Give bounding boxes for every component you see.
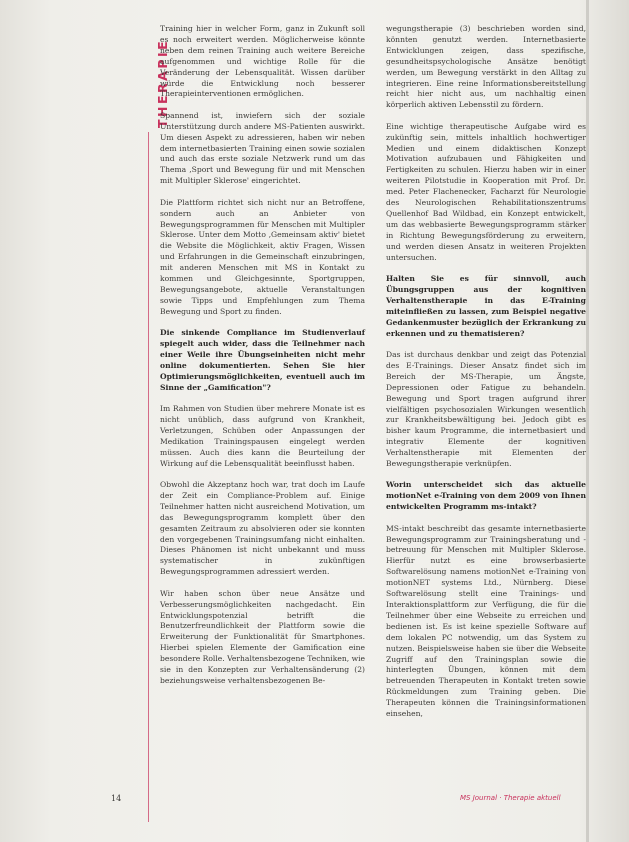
body-paragraph: Spannend ist, inwiefern sich der soziale Unterstützung durch andere MS-Patienten auswirkt. Um diesen Aspekt zu adressieren, haben wir neben dem internetbasierten Training einen sowie sozialen und auch das erste soziale Netzwerk rund um das Thema ‚Sport und Bewegung für und mit Menschen mit Multipler Sklerose' eingerichtet. [160,110,365,186]
body-paragraph: Obwohl die Akzeptanz hoch war, trat doch im Laufe der Zeit ein Compliance-Problem auf. Einige Teilnehmer hatten nicht ausreichend Motivation, um das Bewegungsprogramm komplett über den gesamten Zeitraum zu absolvieren oder sie konnten den vorgegebenen Trainingsumfang nicht einhalten. Dieses Phänomen ist nicht unbekannt und muss systematischer in zukünftigen Bewegungsprogrammen adressiert werden. [160,480,365,577]
footer-brand: MS Journal · Therapie aktuell [460,794,561,802]
right-text-column [386,24,586,730]
body-paragraph: wegungstherapie (3) beschrieben worden sind, könnten genutzt werden. Internetbasierte Entwicklungen zeigen, dass spezifische, gesundheitspsychologische Ansätze benötigt werden, um Bewegung verstärkt in den Alltag zu integrieren. Eine reine Informationsbereitstellung reicht hier nicht aus, um nachhaltig einen körperlich aktiven Lebensstil zu fördern. [386,24,586,110]
left-text-column [160,24,365,697]
body-paragraph: Wir haben schon über neue Ansätze und Verbesserungsmöglichkeiten nachgedacht. Ein Entwicklungspotenzial betrifft die Benutzerfreundlichkeit der Plattform sowie die Erweiterung der Funktionalität für Smartphones. Hierbei spielen Elemente der Gamification eine besondere Rolle. Verhaltensbezogene Techniken, wie sie in den Konzepten zur Verhaltensänderung (2) beziehungsweise verhaltensbezogenen Be- [160,588,365,685]
body-paragraph: MS-intakt beschreibt das gesamte internetbasierte Bewegungsprogramm zur Trainingsberatung und -betreuung für Menschen mit Multipler Sklerose. Hierfür nutzt es eine browserbasierte Softwarelösung namens motionNet e-Training von motionNET systems Ltd., Nürnberg. Diese Softwarelösung stellt eine Trainings- und Interaktionsplattform zur Verfügung, die für die Teilnehmer über eine Webseite zu erreichen und bedienen ist. Es ist keine spezielle Software auf dem lokalen PC notwendig, um das System zu nutzen. Beispielsweise haben sie über die Webseite Zugriff auf den Trainingsplan sowie die hinterlegten Übungen, können mit dem betreuenden Therapeuten in Kontakt treten sowie Rückmeldungen zum Training geben. Die Therapeuten können die Trainingsinformationen einsehen, [386,523,586,719]
interview-question: Worin unterscheidet sich das aktuelle motionNet e-Training von dem 2009 von Ihnen entwickelten Programm ms-intakt? [386,480,586,512]
body-paragraph: Training hier in welcher Form, ganz in Zukunft soll es noch erweitert werden. Möglicherweise könnte neben dem reinen Training auch weitere Bereiche aufgenommen und wichtige Rolle für die Veränderung der Lebensqualität. Wissen darüber würde die Entwicklung noch besserer Therapieinterventionen ermöglichen. [160,24,365,99]
interview-question: Die sinkende Compliance im Studienverlauf spiegelt auch wider, dass die Teilnehmer nach einer Weile ihre Übungseinheiten nicht mehr online dokumentierten. Sehen Sie hier Optimierungsmöglichkeiten, eventuell auch im Sinne der „Gamification"? [160,328,365,392]
section-label: THERAPIE [155,38,170,128]
body-paragraph: Das ist durchaus denkbar und zeigt das Potenzial des E-Trainings. Dieser Ansatz findet sich im Bereich der MS-Therapie, um Ängste, Depressionen oder Fatigue zu behandeln. Bewegung und Sport tragen aufgrund ihrer vielfältigen psychosozialen Wirkungen wesentlich zur Krankheitsbewältigung bei. Jedoch gibt es bisher kaum Programme, die internetbasiert und integrativ Elemente der kognitiven Verhaltenstherapie mit Elementen der Bewegungstherapie verknüpfen. [386,349,586,469]
interview-question: Halten Sie es für sinnvoll, auch Übungsgruppen aus der kognitiven Verhaltenstherapie in das E-Training miteinfließen zu lassen, zum Beispiel negative Gedankenmuster bezüglich der Erkrankung zu erkennen und zu thematisieren? [386,274,586,338]
page-crease [586,0,589,842]
body-paragraph: Im Rahmen von Studien über mehrere Monate ist es nicht unüblich, dass aufgrund von Krankheit, Verletzungen, Schüben oder Anpassungen der Medikation Trainingspausen eingelegt werden müssen. Auch dies kann die Beurteilung der Wirkung auf die Lebensqualität beeinflusst haben. [160,404,365,468]
body-paragraph: Die Plattform richtet sich nicht nur an Betroffene, sondern auch an Anbieter von Bewegungsprogrammen für Menschen mit Multipler Sklerose. Unter dem Motto ‚Gemeinsam aktiv' bietet die Website die Möglichkeit, aktiv Fragen, Wissen und Erfahrungen in die Gemeinschaft einzubringen, mit anderen Menschen mit MS in Kontakt zu kommen und Gleichgesinnte, Sportgruppen, Bewegungsangebote, aktuelle Veranstaltungen sowie Tipps und Empfehlungen zum Thema Bewegung und Sport zu finden. [160,197,365,316]
page-number: 14 [111,794,122,803]
body-paragraph: Eine wichtige therapeutische Aufgabe wird es zukünftig sein, mittels inhaltlich hochwertiger Medien und einem didaktischen Konzept Motivation aufzubauen und Fähigkeiten und Fertigkeiten zu schulen. Hierzu haben wir in einer weiteren Pilotstudie in Kooperation mit Prof. Dr. med. Peter Flachenecker, Facharzt für Neurologie des Neurologischen Rehabilitationszentrums Quellenhof Bad Wildbad, ein Konzept entwickelt, um das webbasierte Bewegungsprogramm stärker in Richtung Bewegungsförderung zu erweitern, und werden diesen Ansatz in weiteren Projekten untersuchen. [386,121,586,262]
section-rubric [142,20,170,130]
section-rule [148,132,149,822]
